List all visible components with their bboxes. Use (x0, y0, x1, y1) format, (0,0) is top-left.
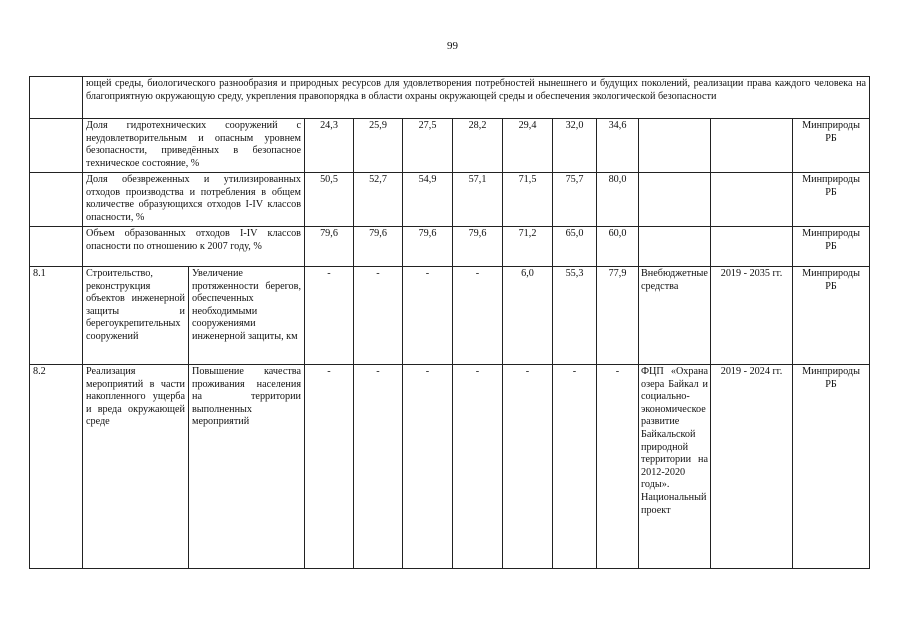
value-cell: 79,6 (403, 227, 453, 267)
responsible-cell: Минприроды РБ (793, 227, 870, 267)
value-cell: 79,6 (354, 227, 403, 267)
value-cell: 57,1 (453, 173, 503, 227)
page-number: 99 (447, 40, 458, 52)
value-cell: 52,7 (354, 173, 403, 227)
indicator-row (30, 119, 870, 173)
value-cell: 75,7 (553, 173, 597, 227)
responsible-cell: Минприроды РБ (793, 173, 870, 227)
value-cell: 34,6 (597, 119, 639, 173)
number-cell (30, 173, 83, 227)
value-cell: 55,3 (553, 267, 597, 365)
indicator-row (30, 173, 870, 227)
value-cell: 80,0 (597, 173, 639, 227)
value-cell: - (503, 365, 553, 569)
responsible-cell: Минприроды РБ (793, 267, 870, 365)
number-cell (30, 227, 83, 267)
value-cell: - (403, 267, 453, 365)
value-cell: 27,5 (403, 119, 453, 173)
indicator-name: Объем образованных отходов I-IV классов опасности по отношению к 2007 году, % (83, 227, 305, 267)
measure-name: Реализация мероприятий в части накопленного ущерба и вреда окружающей среде (83, 365, 189, 569)
value-cell: 6,0 (503, 267, 553, 365)
period-cell (711, 173, 793, 227)
value-cell: 79,6 (453, 227, 503, 267)
period-cell: 2019 - 2024 гг. (711, 365, 793, 569)
value-cell: 54,9 (403, 173, 453, 227)
funding-cell (639, 119, 711, 173)
number-cell (30, 119, 83, 173)
value-cell: 29,4 (503, 119, 553, 173)
measure-indicator: Повышение качества проживания населения на территории выполненных мероприятий (189, 365, 305, 569)
funding-source: Внебюджетные средства (639, 267, 711, 365)
measure-indicator: Увеличение протяженности берегов, обеспеченных необходимыми сооружениями инженерной защиты, км (189, 267, 305, 365)
measure-row (30, 365, 870, 569)
measure-number: 8.1 (30, 267, 83, 365)
responsible-cell: Минприроды РБ (793, 365, 870, 569)
indicator-row (30, 227, 870, 267)
period-cell (711, 227, 793, 267)
number-cell (30, 77, 83, 119)
value-cell: 28,2 (453, 119, 503, 173)
value-cell: - (453, 365, 503, 569)
value-cell: 24,3 (305, 119, 354, 173)
value-cell: 25,9 (354, 119, 403, 173)
responsible-cell: Минприроды РБ (793, 119, 870, 173)
period-cell: 2019 - 2035 гг. (711, 267, 793, 365)
value-cell: - (597, 365, 639, 569)
value-cell: - (305, 267, 354, 365)
intro-row (30, 77, 870, 119)
value-cell: - (453, 267, 503, 365)
value-cell: 32,0 (553, 119, 597, 173)
value-cell: - (354, 267, 403, 365)
value-cell: - (305, 365, 354, 569)
value-cell: - (403, 365, 453, 569)
funding-source: ФЦП «Охрана озера Байкал и социально-экономическое развитие Байкальской природной территории на 2012-2020 годы». Национальный проект (639, 365, 711, 569)
measure-name: Строительство, реконструкция объектов инженерной защиты и берегоукрепительных сооружений (83, 267, 189, 365)
value-cell: 71,2 (503, 227, 553, 267)
value-cell: 50,5 (305, 173, 354, 227)
goal-text: ющей среды, биологического разнообразия и природных ресурсов для удовлетворения потребностей нынешнего и будущих поколений, реализации права каждого человека на благоприятную окружающую среду, укрепления правопорядка в области охраны окружающей среды и обеспечения экологической безопасности (83, 77, 870, 119)
value-cell: 60,0 (597, 227, 639, 267)
value-cell: - (354, 365, 403, 569)
indicator-name: Доля обезвреженных и утилизированных отходов производства и потребления в общем количестве образующихся отходов I-IV классов опасности, % (83, 173, 305, 227)
value-cell: 77,9 (597, 267, 639, 365)
value-cell: 79,6 (305, 227, 354, 267)
funding-cell (639, 173, 711, 227)
value-cell: - (553, 365, 597, 569)
indicator-name: Доля гидротехнических сооружений с неудовлетворительным и опасным уровнем безопасности, приведённых в безопасное техническое состояние, % (83, 119, 305, 173)
program-table (29, 76, 870, 569)
funding-cell (639, 227, 711, 267)
measure-row (30, 267, 870, 365)
value-cell: 65,0 (553, 227, 597, 267)
measure-number: 8.2 (30, 365, 83, 569)
period-cell (711, 119, 793, 173)
value-cell: 71,5 (503, 173, 553, 227)
